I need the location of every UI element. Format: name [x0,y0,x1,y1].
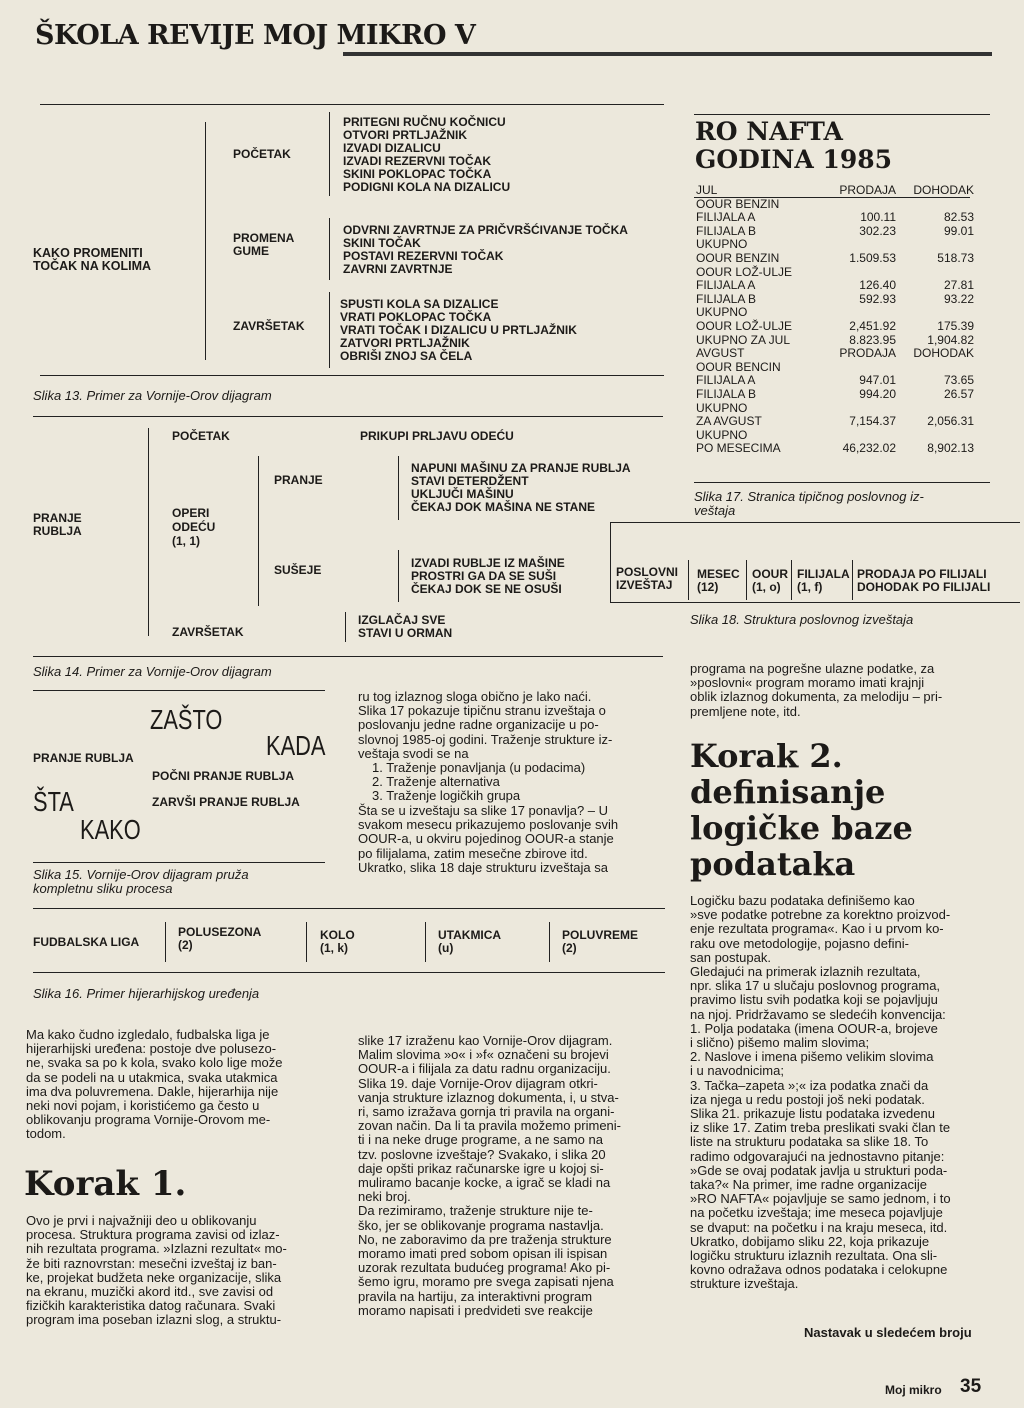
col3-continued: Nastavak u sledećem broju [804,1325,972,1340]
report-label: JUL [696,183,718,197]
fig14-bracket-5 [345,612,346,642]
fig18-n2: OOUR (1, o) [752,567,788,594]
col2-para1: ru tog izlaznog sloga obično je lako naći. Slika 17 pokazuje tipičnu stranu izveštaja o poslovanju jedne radne organizacije u po- slovnoj 1985-oj godini. Traženje strukture iz- veštaja svodi se na [358,689,613,761]
report-row [696,184,974,198]
report-label: UKUPNO [696,305,748,320]
report-label: OOUR BENZIN [696,196,780,211]
report-value [826,266,896,280]
fig14-susenje: SUŠEJE [274,563,322,577]
report-row [696,334,974,348]
fig18-n4: PRODAJA PO FILIJALI DOHODAK PO FILIJALI [857,567,991,594]
report-row [696,293,974,307]
report-label: OOUR LOŽ-ULJE [696,264,793,279]
report-value [896,198,974,212]
col3-heading: Korak 2. definisanje logičke baze podataka [690,737,913,883]
report-row [696,361,974,375]
fig17-report-table [696,184,974,456]
fig16-n1: POLUSEZONA (2) [178,925,262,952]
fig15-kako: KAKO [80,814,141,845]
report-row [696,374,974,388]
col1-para1: Ma kako čudno izgledalo, fudbalska liga je hijerarhijski uređena: postoje dve polusezo- ne, svaka sa po k kola, svako kolo lige može da se podeli na u utakmica, svaka utakmica ima dva poluvremena. Dakle, hijerarhija nije neki novi pojam, i koristićemo ga često u oblikovanju programa Vornije-Orovom me- todom. [26,1027,283,1142]
report-row [696,415,974,429]
report-value [896,429,974,443]
fig18-bracket-4 [852,560,853,600]
report-value: 1,904.82 [927,332,974,347]
fig18-caption: Slika 18. Struktura poslovnog izveštaja [690,612,914,627]
report-label: UKUPNO [696,237,748,252]
report-value: 302.23 [859,223,896,238]
report-value: 99.01 [943,223,974,238]
report-value: 592.93 [859,291,896,306]
fig13-promena-steps: ODVRNI ZAVRTNJE ZA PRIČVRŠĆIVANJE TOČKA SKINI TOČAK POSTAVI REZERVNI TOČAK ZAVRNI ZAVRTNJE [343,223,628,276]
report-value: 994.20 [859,386,896,401]
fig17-top-rule [694,114,990,115]
fig18-n3: FILIJALA (1, f) [797,567,850,594]
report-value: 518.73 [937,250,974,265]
fig16-bracket [165,922,166,962]
report-label: ZA AVGUST [696,414,762,429]
fig15-sta: ŠTA [33,786,74,817]
fig13-promena: PROMENA GUME [233,231,295,258]
fig14-pocetak-step: PRIKUPI PRLJAVU ODEĆU [360,429,514,443]
report-label: UKUPNO ZA JUL [696,332,791,347]
report-row [696,320,974,334]
col3-para2: Logičku bazu podataka definišemo kao »sve podatke potrebne za korektno proizvod- enje rezultata programa«. Kao i u prvom ko- raku ove metodologije, pojasno defini- san postupak. Gledajući na primerak izlaznih rezultata, npr. slika 17 u slučaju poslovnog programa, pravimo listu svih podatka koji se pojavljuju na njoj. Pridržavamo se sledećih konvencija: 1. Polja podataka (imena OOUR-a, brojeve i slično) pišemo malim slovima; 2. Naslove i imena pišemo velikim slovima i u navodnicima; 3. Tačka–zapeta »;« iza podatka znači da iza njega u redu postoji još neki podatak. Slika 21. prikazuje listu podataka izvedenu iz slike 17. Zatim treba preslikati svaki član te liste na strukturu podataka sa slike 18. To radimo odgovarajući na jednostavno pitanje: »Gde se ovaj podatak javlja u strukturi poda- taka?« Na primer, ime radne organizacije »RO NAFTA« pojavljuje se samo jednom, i to na početku izveštaja; ime meseca pojavljuje se dvaput: na početku i na kraju meseca, itd. Ukratko, dobijamo sliku 22, koja prikazuje logičku strukturu izlaznih rezultata. Ona sli- kovno odražava odnos podataka i celokupne strukture izveštaja. [690,893,951,1292]
fig17-title: RO NAFTA GODINA 1985 [695,117,893,174]
fig13-bracket-3 [329,292,330,368]
fig13-bracket-2 [329,218,330,280]
fig16-caption: Slika 16. Primer hijerarhijskog uređenja [33,986,260,1001]
report-row [696,388,974,402]
report-value: 2,451.92 [849,318,896,333]
fig16-bottom-rule [33,972,665,973]
fig14-caption: Slika 14. Primer za Vornije-Orov dijagram [33,664,272,679]
report-label: PO MESECIMA [696,441,781,456]
report-row [696,211,974,225]
fig13-zavrsetak-steps: SPUSTI KOLA SA DIZALICE VRATI POKLOPAC TOČKA VRATI TOČAK I DIZALICU U PRTLJAŽNIK ZATVORI PRTLJAŽNIK OBRIŠI ZNOJ SA ČELA [340,297,577,363]
fig15-bottom-rule [33,862,325,863]
fig18-frame-left [610,522,611,602]
report-value: 93.22 [943,291,974,306]
report-label: OOUR BENCIN [696,359,781,374]
fig18-n1: MESEC (12) [697,567,740,594]
fig14-pranje: PRANJE [274,473,323,487]
report-value: PRODAJA [839,183,896,197]
footer-magazine: Moj mikro [885,1383,942,1397]
report-value: 46,232.02 [842,441,896,456]
fig14-bracket-4 [398,550,399,602]
fig13-root: KAKO PROMENITI TOČAK NA KOLIMA [33,246,152,273]
report-value [826,306,896,320]
fig14-bracket [148,428,149,636]
fig16-n2: KOLO (1, k) [320,928,355,955]
footer-page-number: 35 [960,1376,982,1397]
fig15-pocni: POČNI PRANJE RUBLJA [152,769,295,783]
fig13-bracket-1 [329,112,330,196]
fig16-n4: POLUVREME (2) [562,928,639,955]
report-value: 73.65 [943,373,974,388]
report-value [826,402,896,416]
report-row [696,279,974,293]
col3-para1: programa na pogrešne ulazne podatke, za »poslovni« program moramo imati krajnji oblik izlaznog dokumenta, za melodiju – pri- premljene note, itd. [690,661,943,719]
fig13-pocetak: POČETAK [233,147,291,161]
page-header-title: ŠKOLA REVIJE MOJ MIKRO V [35,20,476,51]
report-value: 82.53 [943,210,974,225]
report-label: FILIJALA B [696,386,757,401]
report-label: FILIJALA A [696,210,756,225]
fig16-bracket-4 [549,922,550,962]
report-value: 8,902.13 [927,441,974,456]
fig15-caption: Slika 15. Vornije-Orov dijagram pruža kompletnu sliku procesa [33,867,249,896]
fig13-bottom-rule [40,375,664,376]
fig15-top-rule [33,690,325,691]
report-label: UKUPNO [696,427,748,442]
col2-para3: slike 17 izraženu kao Vornije-Orov dijagram. Malim slovima »o« i »f« označeni su brojevi OOUR-a i filijala za datu radnu organizaciju. Slika 19. daje Vornije-Orov dijagram otkri- vanja strukture izlaznog dokumenta, i, u stva- ri, samo izražava gornja tri pravila na organi- zovan način. Da li ta pravila možemo primeni- ti i na neke druge programe, a ne samo na tzv. poslovne izveštaje? Svakako, i slika 20 daje opšti prikaz računarske igre u kojoj si- muliramo bacanje kocke, a igrač se kladi na neki broj. Da rezimiramo, traženje strukture nije te- ško, jer se oblikovanje programa nastavlja. No, ne zaboravimo da pre traženja strukture moramo imati pred sobom opisan ili ispisan uzorak rezultata budućeg programa! Ako pi- šemo igru, moramo pre svega zapisati njena pravila na hartiju, za interaktivni program moramo napisati i predvideti sve reakcije [358,1033,621,1318]
report-row [696,198,974,212]
report-value: 26.57 [943,386,974,401]
fig14-zavrsetak-steps: IZGLAČAJ SVE STAVI U ORMAN [358,613,453,640]
report-value: 7,154.37 [849,414,896,429]
report-value: DOHODAK [913,183,974,197]
report-label: AVGUST [696,346,745,361]
report-row [696,252,974,266]
fig13-zavrsetak: ZAVRŠETAK [233,319,305,333]
fig14-pocetak: POČETAK [172,429,230,443]
report-value: 27.81 [943,278,974,293]
report-value [896,402,974,416]
report-value: 2,056.31 [927,414,974,429]
report-row [696,266,974,280]
report-value [896,266,974,280]
report-row [696,225,974,239]
fig18-root: POSLOVNI IZVEŠTAJ [616,565,679,592]
report-row [696,306,974,320]
fig18-bracket [688,560,689,600]
fig13-top-rule [40,104,664,105]
report-label: FILIJALA A [696,373,756,388]
fig14-top-rule [33,416,663,417]
fig15-zasto: ZAŠTO [150,704,223,735]
col1-para2: Ovo je prvi i najvažniji deo u oblikovanju procesa. Struktura programa zavisi od izlaz- nih rezultata programa. »Izlazni rezultat« mo- že biti raznovrstan: mesečni izveštaj iz ban- ke, projekat budžeta neke organizacije, slika na ekranu, muzički akord itd., sve zavisi od fizičkih karakteristika datog računara. Svaki program ima poseban izlazni slog, a struktu- [26,1213,287,1328]
col2-list: 1. Traženje ponavljanja (u podacima) 2. Traženje alternativa 3. Traženje logičkih grupa [372,760,586,804]
fig14-susenje-steps: IZVADI RUBLJE IZ MAŠINE PROSTRI GA DA SE SUŠI ČEKAJ DOK SE NE OSUŠI [411,556,565,596]
report-value: 8.823.95 [849,332,896,347]
fig16-root: FUDBALSKA LIGA [33,935,140,949]
fig14-pranje-steps: NAPUNI MAŠINU ZA PRANJE RUBLJA STAVI DETERDŽENT UKLJUČI MAŠINU ČEKAJ DOK MAŠINA NE STANE [411,461,631,514]
fig15-kada: KADA [266,730,326,761]
fig15-zavrsi: ZARVŠI PRANJE RUBLJA [152,795,300,809]
fig16-n3: UTAKMICA (u) [438,928,502,955]
fig14-operi: OPERI ODEĆU (1, 1) [172,506,216,548]
report-value: 175.39 [937,318,974,333]
report-value: DOHODAK [913,346,974,361]
report-value: 1.509.53 [849,250,896,265]
report-value: PRODAJA [839,346,896,361]
col2-para2: Šta se u izveštaju sa slike 17 ponavlja? – U svakom mesecu prikazujemo poslovanje svih OOUR-a, u okviru pojedinog OOUR-a stanje po filijalama, zatim mesečne zbirove itd. Ukratko, slika 18 daje strukturu izveštaja sa [358,803,619,875]
fig18-bottom-rule [610,602,1020,603]
report-row [696,402,974,416]
report-row [696,429,974,443]
fig15-pranje: PRANJE RUBLJA [33,751,134,765]
report-value [896,361,974,375]
report-value [826,429,896,443]
fig13-bracket [205,122,206,360]
report-value [896,306,974,320]
header-rule [343,52,992,56]
report-value: 126.40 [859,278,896,293]
fig17-bottom-rule [694,482,990,483]
fig18-top-rule [610,522,1020,523]
fig13-caption: Slika 13. Primer za Vornije-Orov dijagram [33,388,272,403]
fig16-bracket-3 [425,922,426,962]
col1-heading: Korak 1. [24,1164,187,1204]
report-value [896,238,974,252]
fig18-bracket-2 [746,560,747,600]
fig16-bracket-2 [306,922,307,962]
report-row [696,238,974,252]
report-label: FILIJALA B [696,291,757,306]
report-label: OOUR BENZIN [696,250,780,265]
report-value: 100.11 [860,210,896,225]
report-value [826,361,896,375]
fig14-bracket-2 [258,456,259,606]
fig14-bottom-rule [33,656,663,657]
fig14-root: PRANJE RUBLJA [33,511,82,538]
report-label: UKUPNO [696,400,748,415]
report-value: 947.01 [859,373,896,388]
report-label: FILIJALA A [696,278,756,293]
report-label: OOUR LOŽ-ULJE [696,318,793,333]
fig14-zavrsetak: ZAVRŠETAK [172,625,244,639]
fig18-bracket-3 [791,560,792,600]
fig13-pocetak-steps: PRITEGNI RUČNU KOČNICU OTVORI PRTLJAŽNIK IZVADI DIZALICU IZVADI REZERVNI TOČAK SKINI POKLOPAC TOČKA PODIGNI KOLA NA DIZALICU [343,115,511,194]
report-row [696,347,974,361]
report-value [826,238,896,252]
report-value [826,198,896,212]
fig16-top-rule [33,908,665,909]
fig17-caption: Slika 17. Stranica tipičnog poslovnog iz- veštaja [694,489,924,518]
report-label: FILIJALA B [696,223,757,238]
report-row [696,442,974,456]
fig14-bracket-3 [398,456,399,520]
